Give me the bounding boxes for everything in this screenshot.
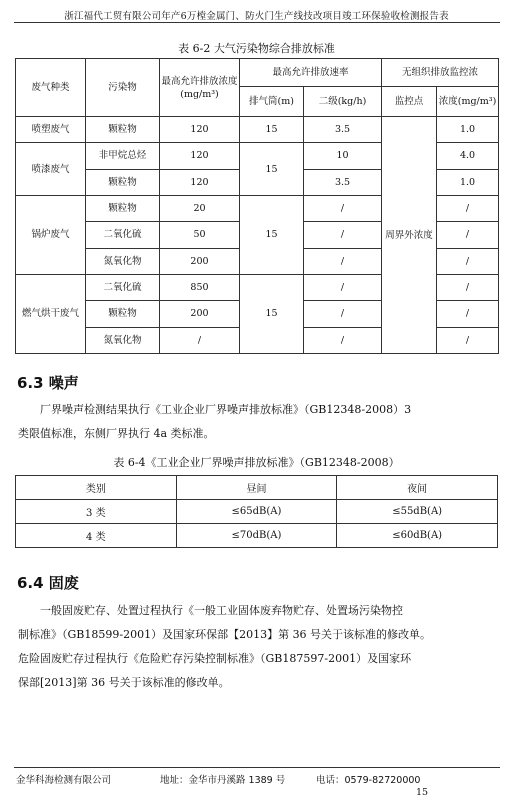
table-cell: 50	[160, 222, 240, 248]
table-cell: /	[304, 222, 382, 248]
table-cell: 15	[240, 117, 304, 143]
monitor-point-cell: 周界外浓度	[382, 117, 437, 354]
page-number: 15	[416, 787, 429, 798]
page-header: 浙江福代工贸有限公司年产6万樘金属门、防火门生产线技改项目竣工环保验收检测报告表	[64, 11, 449, 22]
table-cell: 1.0	[437, 117, 499, 143]
waste-line3: 危险固废贮存过程执行《危险贮存污染控制标准》（GB187597-2001）及国家环	[18, 652, 412, 665]
table-cell: /	[304, 301, 382, 327]
table-cell: 昼间	[176, 476, 337, 500]
table-cell: 200	[160, 301, 240, 327]
table-cell: /	[304, 327, 382, 353]
table-cell: /	[160, 327, 240, 353]
air-emission-table	[15, 58, 499, 354]
table-row	[16, 500, 498, 524]
table-cell: 颗粒物	[86, 195, 160, 221]
table-cell: /	[437, 301, 499, 327]
footer-company: 金华科海检测有限公司	[16, 775, 112, 786]
table-row	[16, 524, 498, 548]
table-cell: 颗粒物	[86, 117, 160, 143]
waste-line4: 保部[2013]第 36 号关于该标准的修改单。	[18, 676, 230, 689]
table-cell: 颗粒物	[86, 169, 160, 195]
th-stack: 排气筒(m)	[240, 87, 304, 117]
table-cell: 类别	[16, 476, 177, 500]
noise-standard-table	[15, 475, 498, 548]
noise-para-line2: 类限值标准，东侧厂界执行 4a 类标准。	[18, 427, 215, 440]
table-cell: 夜间	[337, 476, 498, 500]
table-cell: 喷塑废气	[16, 117, 86, 143]
table-cell: 4.0	[437, 143, 499, 169]
table-cell: 燃气烘干废气	[16, 274, 86, 353]
th-level2: 二级(kg/h)	[304, 87, 382, 117]
table-cell: ≤70dB(A)	[176, 524, 337, 548]
table-cell: /	[304, 248, 382, 274]
table-cell: 3 类	[16, 500, 177, 524]
table-cell: 3.5	[304, 117, 382, 143]
table-cell: 二氧化硫	[86, 274, 160, 300]
table-cell: 200	[160, 248, 240, 274]
table2-caption: 表 6-4《工业企业厂界噪声排放标准》（GB12348-2008）	[113, 456, 400, 469]
table-cell: 4 类	[16, 524, 177, 548]
table-cell: 3.5	[304, 169, 382, 195]
table-cell: 15	[240, 143, 304, 196]
table-cell: 喷漆废气	[16, 143, 86, 196]
table-cell: 120	[160, 117, 240, 143]
table-cell: 120	[160, 143, 240, 169]
header-divider	[14, 22, 500, 23]
table-cell: /	[304, 195, 382, 221]
table-cell: 10	[304, 143, 382, 169]
table-cell: 颗粒物	[86, 301, 160, 327]
noise-heading: 6.3 噪声	[17, 374, 79, 392]
th-unorg: 无组织排放监控浓	[382, 59, 499, 87]
footer-divider	[14, 767, 500, 768]
th-max-conc: 最高允许排放浓度(mg/m³)	[160, 59, 240, 117]
table-header-row	[16, 476, 498, 500]
noise-para-line1: 厂界噪声检测结果执行《工业企业厂界噪声排放标准》（GB12348-2008）3	[40, 403, 412, 416]
table-row	[16, 117, 499, 143]
table-cell: 120	[160, 169, 240, 195]
table-cell: ≤55dB(A)	[337, 500, 498, 524]
footer-address: 地址：金华市丹溪路 1389 号	[160, 775, 286, 786]
table-cell: /	[437, 195, 499, 221]
waste-line1: 一般固废贮存、处置过程执行《一般工业固体废弃物贮存、处置场污染物控	[40, 604, 403, 617]
table-cell: ≤65dB(A)	[176, 500, 337, 524]
table-cell: /	[437, 274, 499, 300]
th-pollutant: 污染物	[86, 59, 160, 117]
table-cell: 20	[160, 195, 240, 221]
table-cell: 15	[240, 195, 304, 274]
waste-heading: 6.4 固废	[17, 574, 79, 592]
table-cell: 非甲烷总烃	[86, 143, 160, 169]
table-cell: /	[304, 274, 382, 300]
table-cell: 二氧化硫	[86, 222, 160, 248]
table-cell: 850	[160, 274, 240, 300]
table-cell: 锅炉废气	[16, 195, 86, 274]
table1-caption: 表 6-2 大气污染物综合排放标准	[178, 42, 335, 55]
table-cell: ≤60dB(A)	[337, 524, 498, 548]
table-cell: /	[437, 222, 499, 248]
th-gas-type: 废气种类	[16, 59, 86, 117]
table-cell: 1.0	[437, 169, 499, 195]
th-conc: 浓度(mg/m³)	[437, 87, 499, 117]
table-cell: /	[437, 248, 499, 274]
th-monitor-point: 监控点	[382, 87, 437, 117]
table-cell: 氮氧化物	[86, 248, 160, 274]
footer-phone: 电话：0579-82720000	[316, 775, 421, 786]
table-cell: 氮氧化物	[86, 327, 160, 353]
waste-line2: 制标准》（GB18599-2001）及国家环保部【2013】第 36 号关于该标准的修改单。	[18, 628, 432, 641]
th-max-rate: 最高允许排放速率	[240, 59, 382, 87]
table-cell: 15	[240, 274, 304, 353]
table-cell: /	[437, 327, 499, 353]
